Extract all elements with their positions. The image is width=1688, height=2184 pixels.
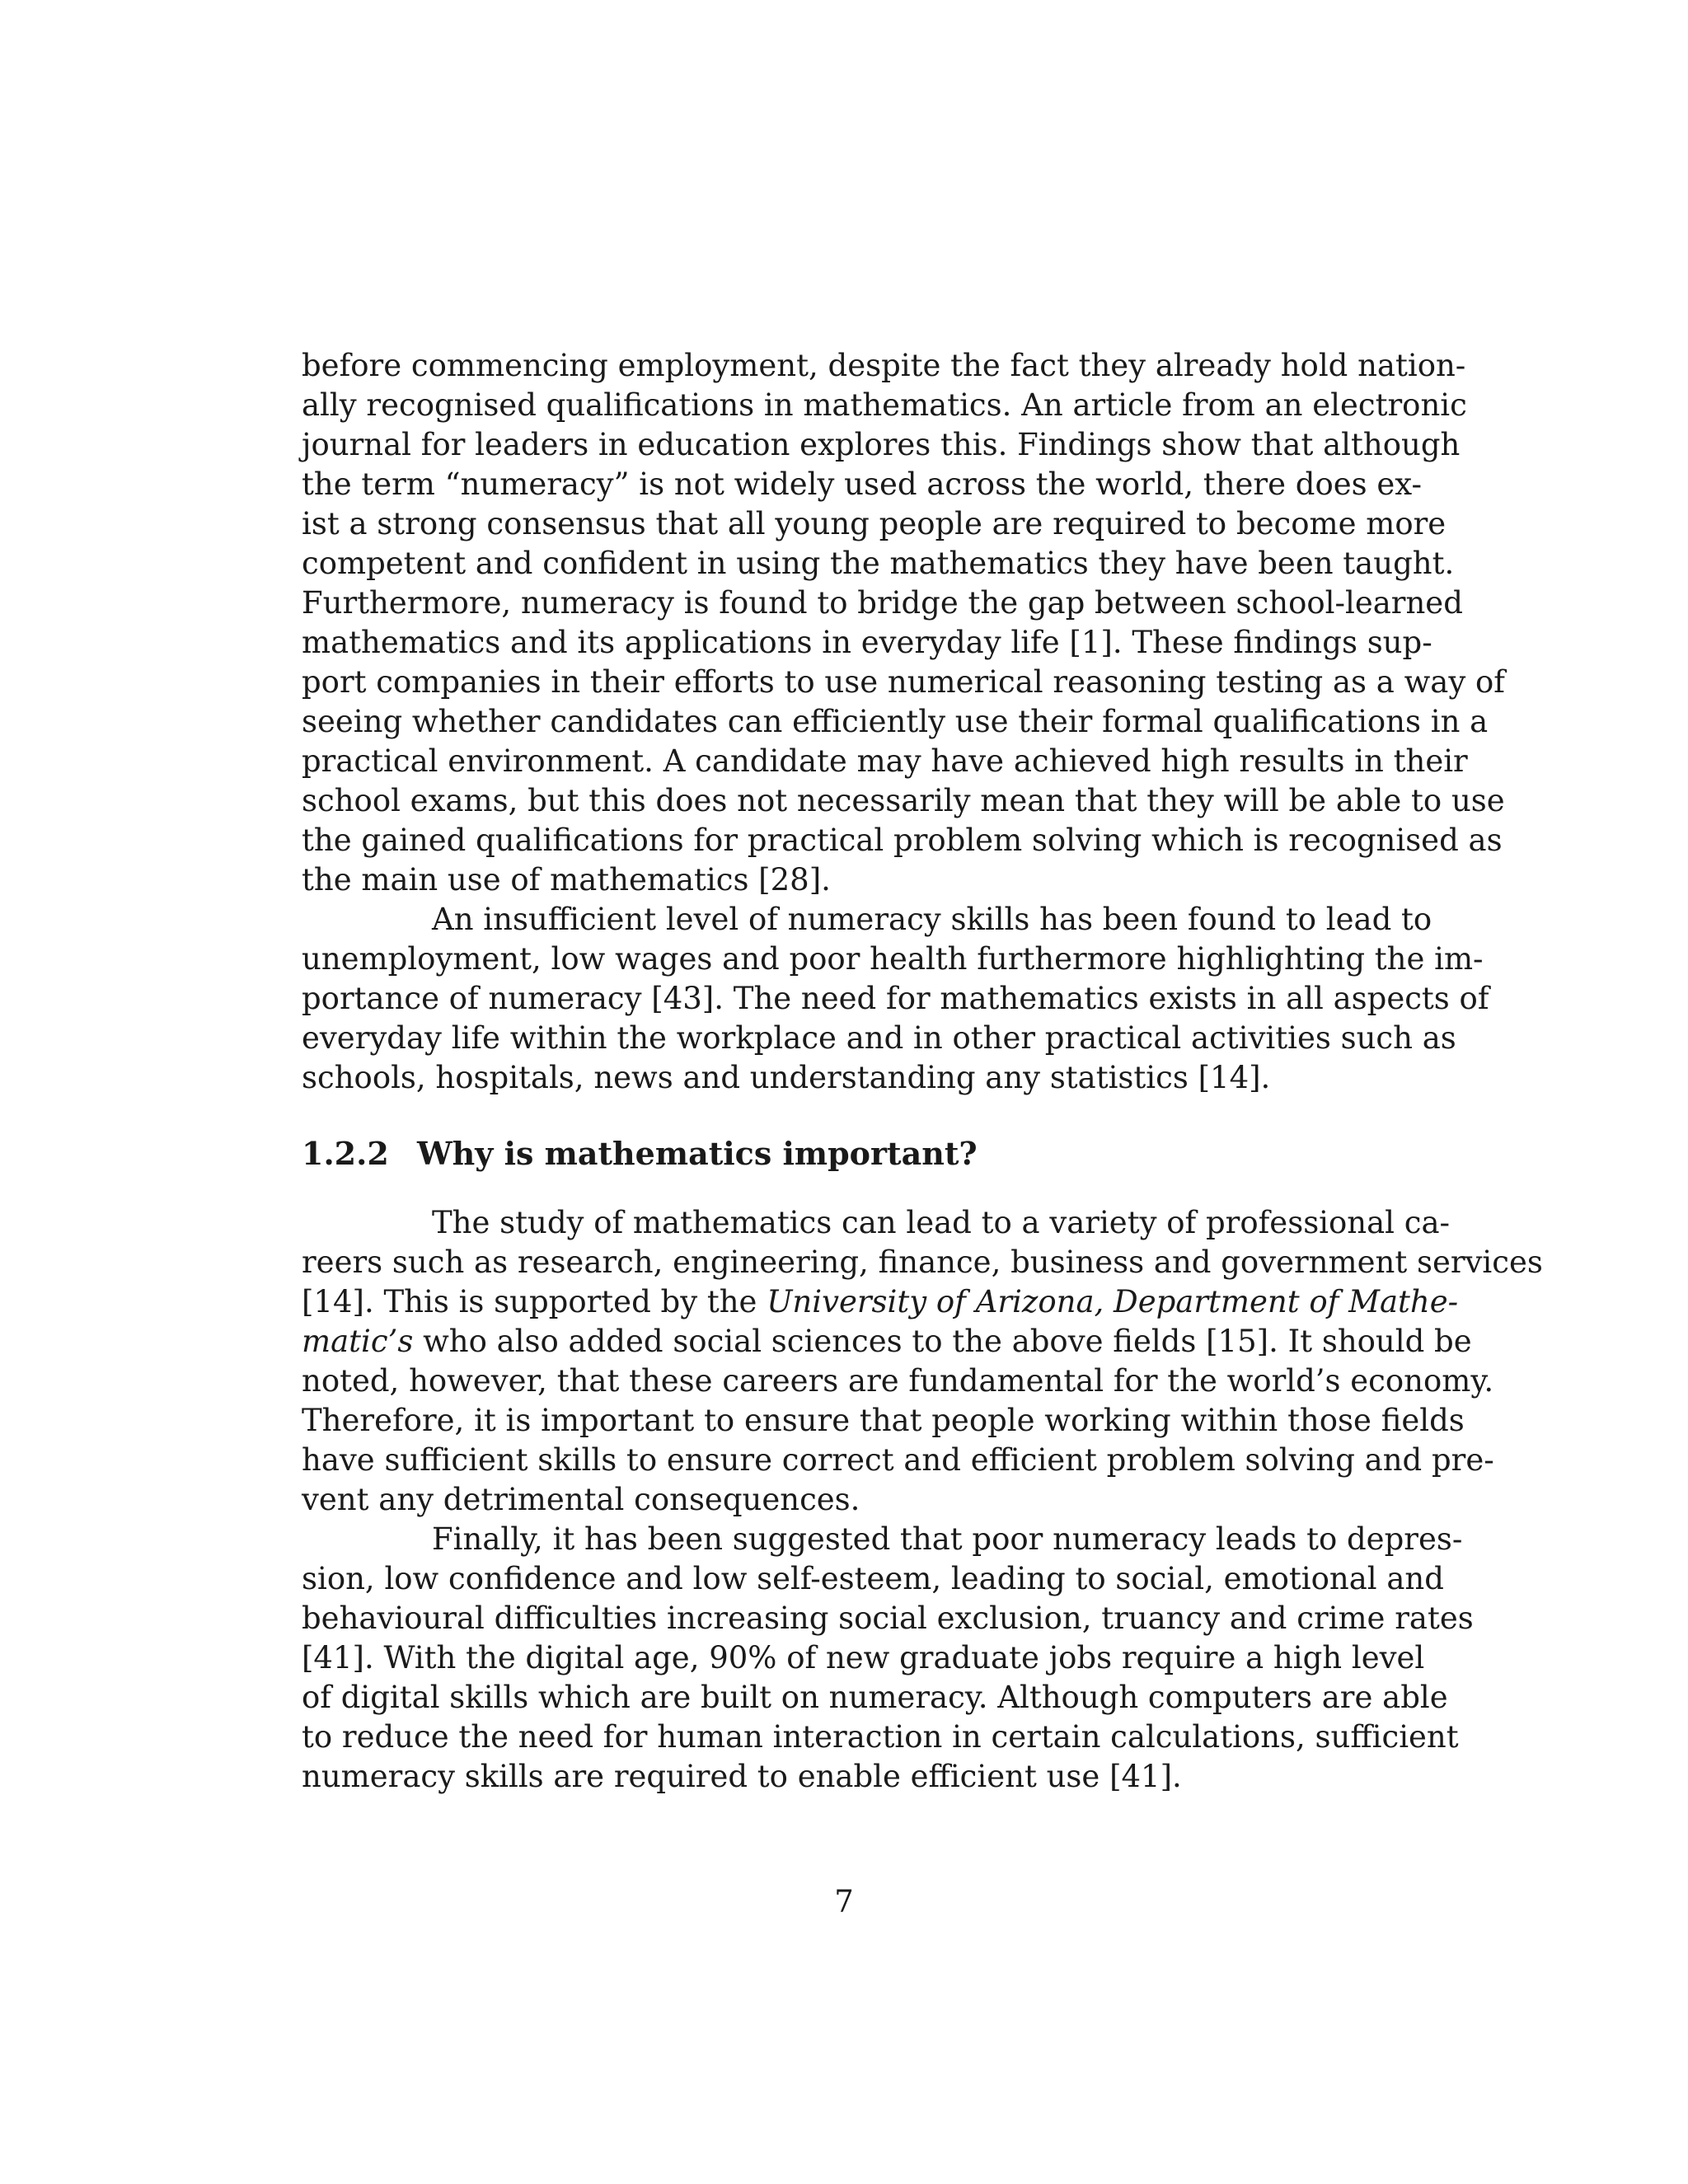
- text-line: [41]. With the digital age, 90% of new graduate jobs require a high level: [302, 1640, 1425, 1675]
- text-line: mathematics and its applications in everyday life [1]. These findings sup-: [302, 625, 1432, 660]
- text-line: the gained qualifications for practical problem solving which is recognised as: [302, 823, 1503, 858]
- text-line: ist a strong consensus that all young people are required to become more: [302, 506, 1447, 541]
- text-line: journal for leaders in education explores this. Findings show that although: [302, 427, 1461, 462]
- text-line: Furthermore, numeracy is found to bridge the gap between school-learned: [302, 585, 1463, 621]
- text-line: vent any detrimental consequences.: [302, 1482, 860, 1517]
- text-line: seeing whether candidates can efficiently use their formal qualifications in a: [302, 704, 1489, 739]
- paragraph-3: [302, 1203, 1543, 1520]
- text-line: sion, low confidence and low self-esteem, leading to social, emotional and: [302, 1561, 1444, 1596]
- text-line: portance of numeracy [43]. The need for mathematics exists in all aspects of: [302, 981, 1489, 1016]
- text-line: everyday life within the workplace and in other practical activities such as: [302, 1020, 1456, 1056]
- text-line: the term “numeracy” is not widely used across the world, there does ex-: [302, 466, 1422, 502]
- paragraph-2: [302, 900, 1489, 1098]
- text-line: the main use of mathematics [28].: [302, 862, 831, 898]
- text-line: ally recognised qualifications in mathematics. An article from an electronic: [302, 387, 1467, 423]
- text-line: Finally, it has been suggested that poor numeracy leads to depres-: [432, 1521, 1463, 1557]
- text-line: school exams, but this does not necessarily mean that they will be able to use: [302, 783, 1505, 818]
- italic-text: matic’s: [302, 1324, 414, 1359]
- section-title: Why is mathematics important?: [417, 1135, 978, 1172]
- text-line: competent and confident in using the mathematics they have been taught.: [302, 546, 1455, 581]
- text-line: numeracy skills are required to enable efficient use [41].: [302, 1759, 1182, 1794]
- paragraph-1: [302, 346, 1505, 900]
- text-line: have sufficient skills to ensure correct and efficient problem solving and pre-: [302, 1442, 1494, 1478]
- text-line: The study of mathematics can lead to a variety of professional ca-: [432, 1205, 1451, 1240]
- italic-text: University of Arizona, Department of Mathe-: [767, 1284, 1459, 1319]
- text-line: schools, hospitals, news and understanding any statistics [14].: [302, 1060, 1271, 1095]
- page-number: 7: [834, 1884, 854, 1919]
- text-line: [302, 1282, 1459, 1322]
- text-line: [302, 1322, 1472, 1361]
- text-fragment: who also added social sciences to the above fields [15]. It should be: [413, 1324, 1472, 1359]
- section-heading: [302, 1134, 978, 1174]
- paragraph-4: [302, 1520, 1474, 1797]
- text-line: to reduce the need for human interaction in certain calculations, sufficient: [302, 1719, 1459, 1755]
- text-line: behavioural difficulties increasing social exclusion, truancy and crime rates: [302, 1601, 1474, 1636]
- section-number: 1.2.2: [302, 1135, 389, 1172]
- text-line: noted, however, that these careers are fundamental for the world’s economy.: [302, 1363, 1494, 1399]
- text-line: practical environment. A candidate may have achieved high results in their: [302, 743, 1468, 779]
- text-line: unemployment, low wages and poor health furthermore highlighting the im-: [302, 941, 1484, 977]
- text-line: An insufficient level of numeracy skills has been found to lead to: [432, 902, 1432, 937]
- text-line: reers such as research, engineering, finance, business and government services: [302, 1244, 1543, 1280]
- text-line: before commencing employment, despite the fact they already hold nation-: [302, 348, 1466, 383]
- text-line: Therefore, it is important to ensure that people working within those fields: [302, 1403, 1465, 1438]
- text-line: port companies in their efforts to use numerical reasoning testing as a way of: [302, 664, 1505, 700]
- text-line: of digital skills which are built on numeracy. Although computers are able: [302, 1680, 1448, 1715]
- text-fragment: [14]. This is supported by the: [302, 1284, 767, 1319]
